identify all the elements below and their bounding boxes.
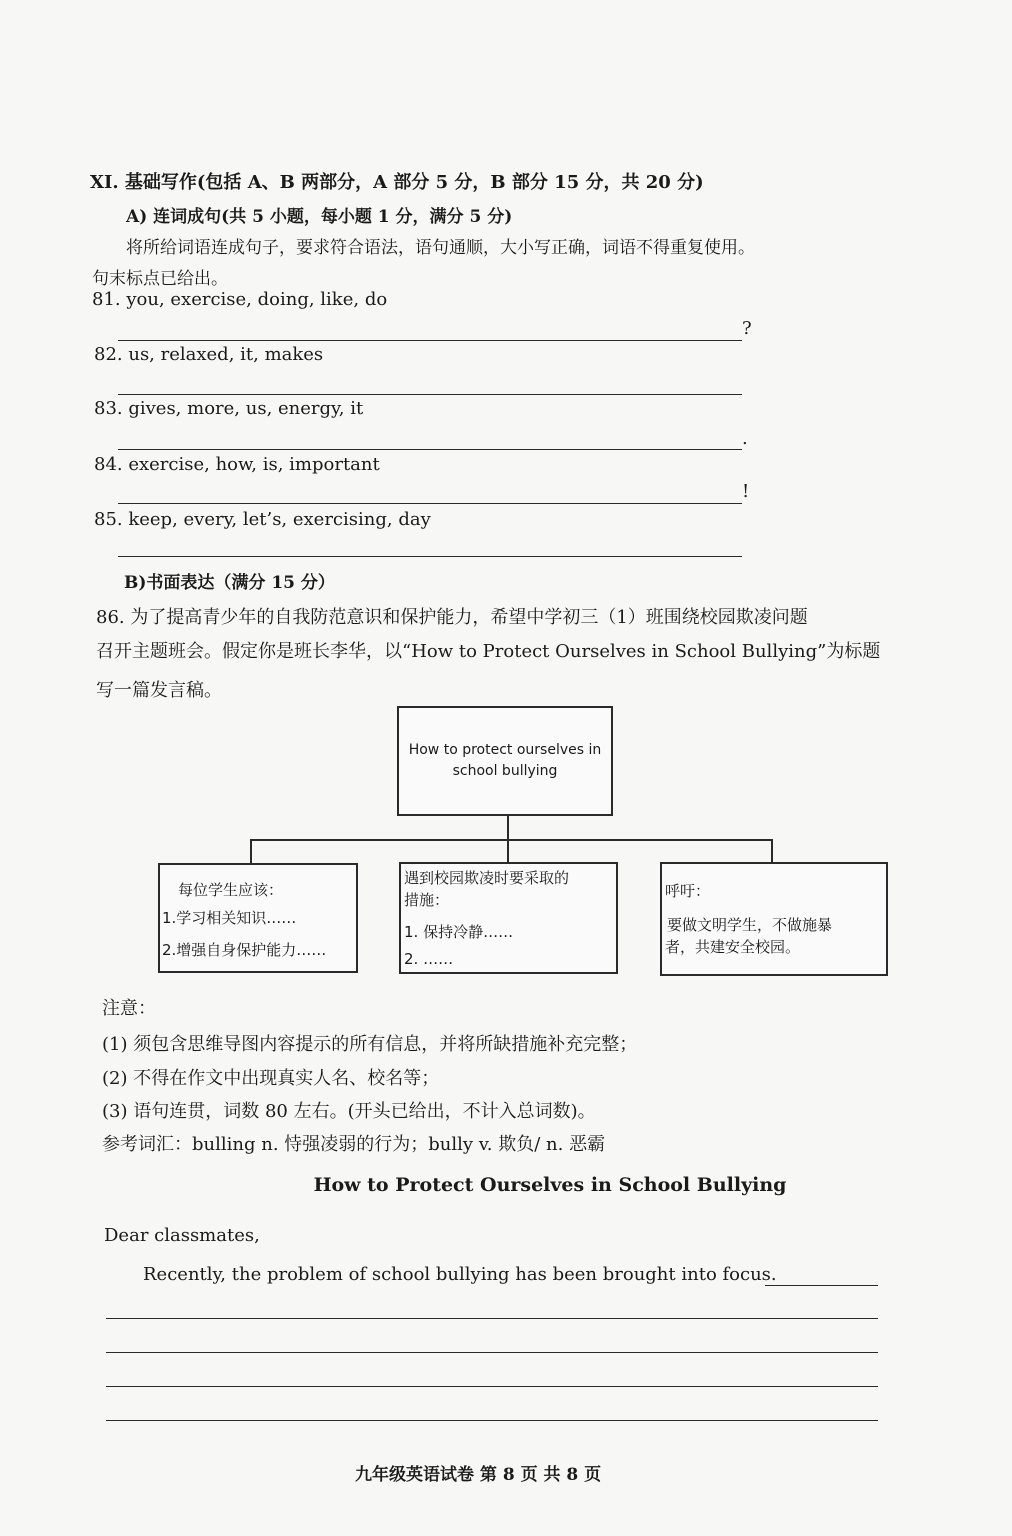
essay-opening: Recently, the problem of school bullying has been brought into focus. <box>143 1264 777 1285</box>
question-84: 84. exercise, how, is, important <box>94 454 380 475</box>
answer-line-85[interactable] <box>118 556 742 557</box>
mindmap-middle-line-3: 1. 保持冷静…… <box>404 923 514 941</box>
answer-line-82[interactable] <box>118 394 742 395</box>
mindmap-connector-bar <box>250 839 773 841</box>
part-b-prompt-3: 写一篇发言稿。 <box>96 680 222 701</box>
mindmap-connector-stem <box>507 816 509 840</box>
answer-line-81[interactable] <box>118 340 742 341</box>
mindmap-right-line-1: 呼吁： <box>665 882 711 900</box>
mindmap-left-line-1: 每位学生应该： <box>178 881 284 899</box>
essay-title: How to Protect Ourselves in School Bullying <box>313 1174 787 1196</box>
question-81: 81. you, exercise, doing, like, do <box>92 289 388 310</box>
part-b-title: B)书面表达（满分 15 分） <box>124 573 335 593</box>
notes-item-2: (2) 不得在作文中出现真实人名、校名等； <box>102 1068 440 1089</box>
page-footer: 九年级英语试卷 第 8 页 共 8 页 <box>355 1465 602 1485</box>
vocabulary-hint: 参考词汇：bulling n. 恃强凌弱的行为；bully v. 欺负/ n. 恶霸 <box>102 1134 606 1155</box>
answer-line-84[interactable] <box>118 503 742 504</box>
section-heading: XI. 基础写作(包括 A、B 两部分，A 部分 5 分，B 部分 15 分，共 20 分) <box>90 172 704 193</box>
answer-line-83[interactable] <box>118 449 742 450</box>
end-punct-81: ? <box>742 318 752 339</box>
essay-line-3[interactable] <box>106 1386 878 1387</box>
mindmap-center-line-1: How to protect ourselves in <box>408 742 602 758</box>
part-a-instruction-2: 句末标点已给出。 <box>92 269 228 289</box>
essay-line-0[interactable] <box>765 1285 878 1286</box>
mindmap-right-box <box>660 862 888 976</box>
essay-line-1[interactable] <box>106 1318 878 1319</box>
notes-title: 注意： <box>102 998 156 1019</box>
mindmap-middle-line-1: 遇到校园欺凌时要采取的 <box>404 869 570 887</box>
part-b-prompt-1: 86. 为了提高青少年的自我防范意识和保护能力，希望中学初三（1）班围绕校园欺凌问题 <box>96 607 808 628</box>
mindmap-right-line-2: 要做文明学生，不做施暴 <box>667 916 833 934</box>
end-punct-84: ! <box>742 481 750 502</box>
mindmap-connector-right <box>771 839 773 864</box>
part-a-title: A) 连词成句(共 5 小题，每小题 1 分，满分 5 分) <box>126 207 513 227</box>
end-punct-83: . <box>742 428 748 449</box>
part-a-instruction-1: 将所给词语连成句子，要求符合语法，语句通顺，大小写正确，词语不得重复使用。 <box>126 238 755 258</box>
mindmap-connector-middle <box>507 839 509 864</box>
essay-greeting: Dear classmates, <box>104 1225 260 1246</box>
part-b-prompt-2: 召开主题班会。假定你是班长李华，以“How to Protect Ourselves in School Bullying”为标题 <box>96 641 881 662</box>
mindmap-connector-left <box>250 839 252 864</box>
question-85: 85. keep, every, let’s, exercising, day <box>94 509 431 530</box>
essay-line-4[interactable] <box>106 1420 878 1421</box>
notes-item-3: (3) 语句连贯，词数 80 左右。(开头已给出，不计入总词数)。 <box>102 1101 596 1122</box>
mindmap-left-box <box>158 863 358 973</box>
mindmap-right-line-3: 者，共建安全校园。 <box>665 938 801 956</box>
question-83: 83. gives, more, us, energy, it <box>94 398 364 419</box>
notes-item-1: (1) 须包含思维导图内容提示的所有信息，并将所缺措施补充完整； <box>102 1034 638 1055</box>
mindmap-left-line-3: 2.增强自身保护能力…… <box>162 941 327 959</box>
mindmap-middle-line-2: 措施： <box>404 891 450 909</box>
question-82: 82. us, relaxed, it, makes <box>94 344 324 365</box>
mindmap-center-box <box>397 706 613 816</box>
mindmap-middle-box <box>399 862 618 974</box>
mindmap-middle-line-4: 2. …… <box>404 950 454 968</box>
mindmap-left-line-2: 1.学习相关知识…… <box>162 909 297 927</box>
mindmap-center-line-2: school bullying <box>452 763 558 779</box>
essay-line-2[interactable] <box>106 1352 878 1353</box>
